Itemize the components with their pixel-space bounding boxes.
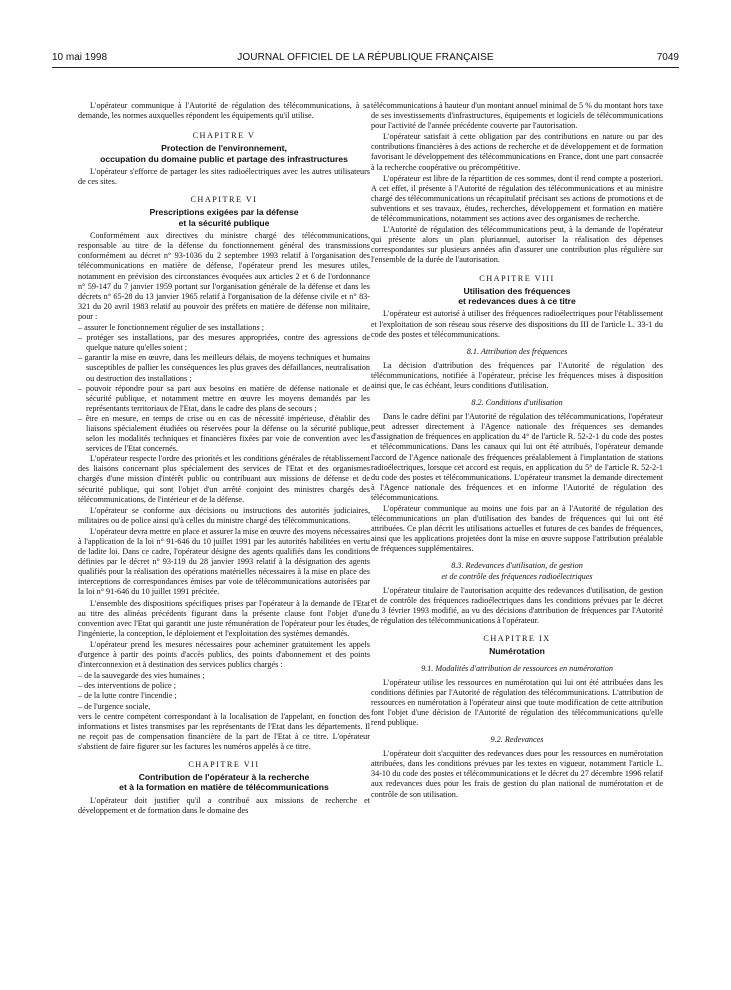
page-header [52, 52, 679, 68]
chapter-title-line: Utilisation des fréquences [463, 285, 571, 296]
paragraph: L'opérateur doit s'acquitter des redevances dues pour les ressources en numérotation attribuées, dans les conditions prévues par les textes en vigueur, notamment l'article L. 34-10 du code des postes et télécommunications et le décret du 27 décembre 1996 relatif aux redevances dues pour les frais de gestion du plan national de numérotation et de contrôle de son utilisation. [371, 749, 663, 799]
paragraph: L'opérateur devra mettre en place et assurer la mise en œuvre des moyens nécessaires à l'application de la loi n° 91-646 du 10 juillet 1991 par les autorités habilitées en vertu de ladite loi. Dans ce cadre, l'opérateur désigne des agents qualifiés dans les conditions définies par le décret n° 93-119 du 28 janvier 1993 relatif à la désignation des agents qualifiés pour la réalisation des opérations matérielles nécessaires à la mise en place des interceptions de correspondances émises par voie de télécommunications autorisées par la loi n° 91-646 du 10 juillet 1991 précitée. [78, 526, 370, 597]
section-heading [371, 561, 663, 581]
chapter-title-line: et redevances dues à ce titre [458, 296, 576, 306]
section-heading: 9.2. Redevances [490, 735, 544, 745]
list-item: – de l'urgence sociale, [78, 701, 151, 711]
paragraph: L'opérateur communique au moins une fois par an à l'Autorité de régulation des télécommunications un plan d'utilisation des bandes de fréquences qui lui ont été attribuées. Ce plan décrit les utilisations actuelles et futures de ces bandes de fréquences, ainsi que les applications projetées dont la mise en œuvre suppose l'attribution préalable de fréquences supplémentaires. [371, 504, 663, 554]
chapter-label: CHAPITRE VII [188, 759, 260, 769]
section-heading-line: et de contrôle des fréquences radioélectriques [441, 571, 593, 581]
chapter-label: CHAPITRE VIII [479, 273, 555, 283]
paragraph: La décision d'attribution des fréquences par l'Autorité de régulation des télécommunications, notifiée à l'opérateur, précise les fréquences mises à disposition ainsi que, le cas échéant, leurs conditions d'utilisation. [371, 360, 663, 390]
paragraph: L'Autorité de régulation des télécommunications peut, à la demande de l'opérateur qui présente alors un plan pluriannuel, autoriser la réalisation des dépenses correspondantes sur plusieurs années afin d'assurer une contribution plus régulière sur l'ensemble de la durée de l'autorisation. [371, 225, 663, 265]
list-item: – être en mesure, en temps de crise ou en cas de nécessité impérieuse, d'établir des liaisons spécialement étudiées ou réservées pour la défense ou la sécurité publique, selon les modalités techniques et financières fixées par voie de convention avec les services de l'Etat concernés. [78, 413, 370, 454]
paragraph: L'opérateur se conforme aux décisions ou instructions des autorités judiciaires, militaires ou de police ainsi qu'à celles du ministre chargé des télécommunications. [78, 505, 370, 525]
chapter-label: CHAPITRE IX [483, 634, 551, 644]
paragraph: L'opérateur respecte l'ordre des priorités et les conditions générales de rétablissement des liaisons concernant plus spécialement des services de l'Etat et des organismes chargés d'une mission d'intérêt public ou contribuant aux missions de défense et de sécurité publique, qui sont l'objet d'un arrêté conjoint des ministres chargés des télécommunications, de l'intérieur et de la défense. [78, 454, 370, 504]
chapter-label: CHAPITRE V [192, 131, 256, 141]
list-item: – assurer le fonctionnement régulier de ses installations ; [78, 323, 264, 333]
chapter-title [371, 286, 663, 307]
paragraph: L'opérateur est libre de la répartition de ces sommes, dont il rend compte a posteriori. A cet effet, il présente à l'Autorité de régulation des télécommunications et au ministre chargé des télécommunications un récapitulatif précisant ses actions de promotions et de subventions et ses travaux, études, recherches, développement et formation en matière de télécommunications, notamment ses actions avec des organismes de recherche. [371, 173, 663, 224]
section-heading: 8.1. Attribution des fréquences [466, 346, 568, 356]
paragraph: L'opérateur titulaire de l'autorisation acquitte des redevances d'utilisation, de gestion et de contrôle des fréquences radioélectriques dans les conditions prévues par le décret du 3 février 1993 modifié, au vu des décisions d'attribution de fréquences par l'Autorité de régulation des télécommunications à l'opérateur. [371, 585, 663, 625]
paragraph: L'ensemble des dispositions spécifiques prises par l'opérateur à la demande de l'Etat au titre des alinéas précédents figurant dans la présente clause font l'objet d'une convention avec l'Etat qui garantit une juste rémunération de l'opérateur pour les études, l'ingénierie, la conception, le déploiement et l'exploitation des systèmes demandés. [78, 598, 370, 638]
list-item: – pouvoir répondre pour sa part aux besoins en matière de défense nationale et de sécurité publique, et notamment mettre en œuvre les moyens demandés par les représentants territoriaux de l'Etat, dans le cadre des plans de secours ; [78, 383, 370, 413]
paragraph: L'opérateur utilise les ressources en numérotation qui lui ont été attribuées dans les conditions définies par l'Autorité de régulation des télécommunications. L'attribution de ressources en numérotation à l'opérateur ainsi que toute modification de cette attribution font l'objet d'une décision de l'Autorité de régulation des télécommunications qu'elle rend publique. [371, 677, 663, 727]
paragraph: L'opérateur satisfait à cette obligation par des contributions en nature ou par des contributions financières à des actions de recherche et de développement et de formation favorisant le développement des télécommunications en France, dont une part consacrée à la recherche coopérative ou précompétitive. [371, 132, 663, 172]
paragraph: télécommunications à hauteur d'un montant annuel minimal de 5 % du montant hors taxe de ses investissements d'infrastructures, équipements et logiciels de télécommunications pour l'activité de l'année précédente couverte par l'autorisation. [371, 101, 663, 131]
paragraph: vers le centre compétent correspondant à la localisation de l'appelant, en fonction des informations et listes transmises par les représentants de l'Etat dans les départements. Il ne reçoit pas de compensation financière de la part de l'Etat à ce titre. L'opérateur s'abstient de faire figurer sur les factures les numéros appelés à ce titre. [78, 711, 370, 751]
paragraph: L'opérateur s'efforce de partager les sites radioélectriques avec les autres utilisateurs de ces sites. [78, 167, 370, 187]
section-heading: 9.1. Modalités d'attribution de ressources en numérotation [421, 663, 613, 673]
chapter-label: CHAPITRE VI [190, 195, 258, 205]
header-rule [52, 67, 679, 68]
journal-title: JOURNAL OFFICIEL DE LA RÉPUBLIQUE FRANÇAISE [237, 52, 494, 63]
chapter-title: Numérotation [489, 646, 545, 657]
chapter-title-line: occupation du domaine public et partage des infrastructures [100, 153, 348, 164]
list-item: – protéger ses installations, par des mesures appropriées, contre des agressions de quelque nature qu'elles soient ; [78, 333, 370, 353]
paragraph: Conformément aux directives du ministre chargé des télécommunications, responsable au titre de la défense du fonctionnement général des transmissions conformément au décret n° 93-1036 du 2 septembre 1993 relatif à l'organisation des télécommunications en matière de défense, l'opérateur prend les mesures utiles, notamment en prévision des circonstances évoquées aux articles 2 et 6 de l'ordonnance n° 59-147 du 7 janvier 1959 portant sur l'organisation générale de la défense et dans les décrets n° 65-28 du 13 janvier 1965 relatif à l'organisation de la défense civile et n° 83-321 du 20 avril 1983 relatif au pouvoir des préfets en matière de défense non militaire, pour : [78, 231, 370, 321]
paragraph: L'opérateur communique à l'Autorité de régulation des télécommunications, à sa demande, les normes auxquelles répondent les équipements qu'il utilise. [78, 101, 370, 121]
chapter-title-line: et à la formation en matière de télécommunications [119, 782, 329, 793]
section-heading-line: 8.3. Redevances d'utilisation, de gestion [451, 561, 583, 571]
page-number: 7049 [656, 52, 679, 63]
chapter-title-line: Protection de l'environnement, [161, 143, 287, 154]
list-item: – garantir la mise en œuvre, dans les meilleurs délais, de moyens techniques et humains susceptibles de pallier les conséquences les plus graves des défaillances, neutralisation ou destruction des installations ; [78, 353, 370, 383]
chapter-title [78, 143, 370, 164]
chapter-title-line: Contribution de l'opérateur à la recherche [138, 772, 310, 783]
list-item: – de la sauvegarde des vies humaines ; [78, 671, 205, 681]
paragraph: L'opérateur est autorisé à utiliser des fréquences radioélectriques pour l'établissement et l'exploitation de son réseau sous réserve des dispositions du III de l'article L. 33-1 du code des postes et télécommunications. [371, 309, 663, 339]
right-column [371, 101, 663, 981]
list-item: – de la lutte contre l'incendie ; [78, 691, 177, 701]
paragraph: L'opérateur doit justifier qu'il a contribué aux missions de recherche et développement et de formation dans le domaine des [78, 795, 370, 815]
header-date: 10 mai 1998 [52, 52, 108, 63]
paragraph: L'opérateur prend les mesures nécessaires pour acheminer gratuitement les appels d'urgence à partir des points d'accès publics, des points d'abonnement et des points d'interconnexion et à destination des services publics chargés : [78, 639, 370, 670]
chapter-title-line: et la sécurité publique [178, 217, 270, 228]
chapter-title-line: Prescriptions exigées par la défense [149, 207, 299, 218]
chapter-title [78, 207, 370, 228]
list-item: – des interventions de police ; [78, 681, 176, 691]
left-column [78, 101, 370, 981]
paragraph: Dans le cadre défini par l'Autorité de régulation des télécommunications, l'opérateur peut adresser directement à l'Agence nationale des fréquences ses demandes d'assignation de fréquences en application du 4° de l'article R. 52-2-1 du code des postes et télécommunications. Dans les canaux qui lui ont été attribués, l'opérateur demande l'accord de l'Agence nationale des fréquences préalablement à l'implantation de stations radioélectriques, lorsque cet accord est requis, en application du 5° de l'article R. 52-2-1 du code des postes et télécommunications. L'opérateur transmet la demande directement à l'Agence nationale des fréquences et en informe l'Autorité de régulation des télécommunications. [371, 412, 663, 502]
section-heading: 8.2. Conditions d'utilisation [471, 398, 563, 408]
chapter-title [78, 772, 370, 793]
